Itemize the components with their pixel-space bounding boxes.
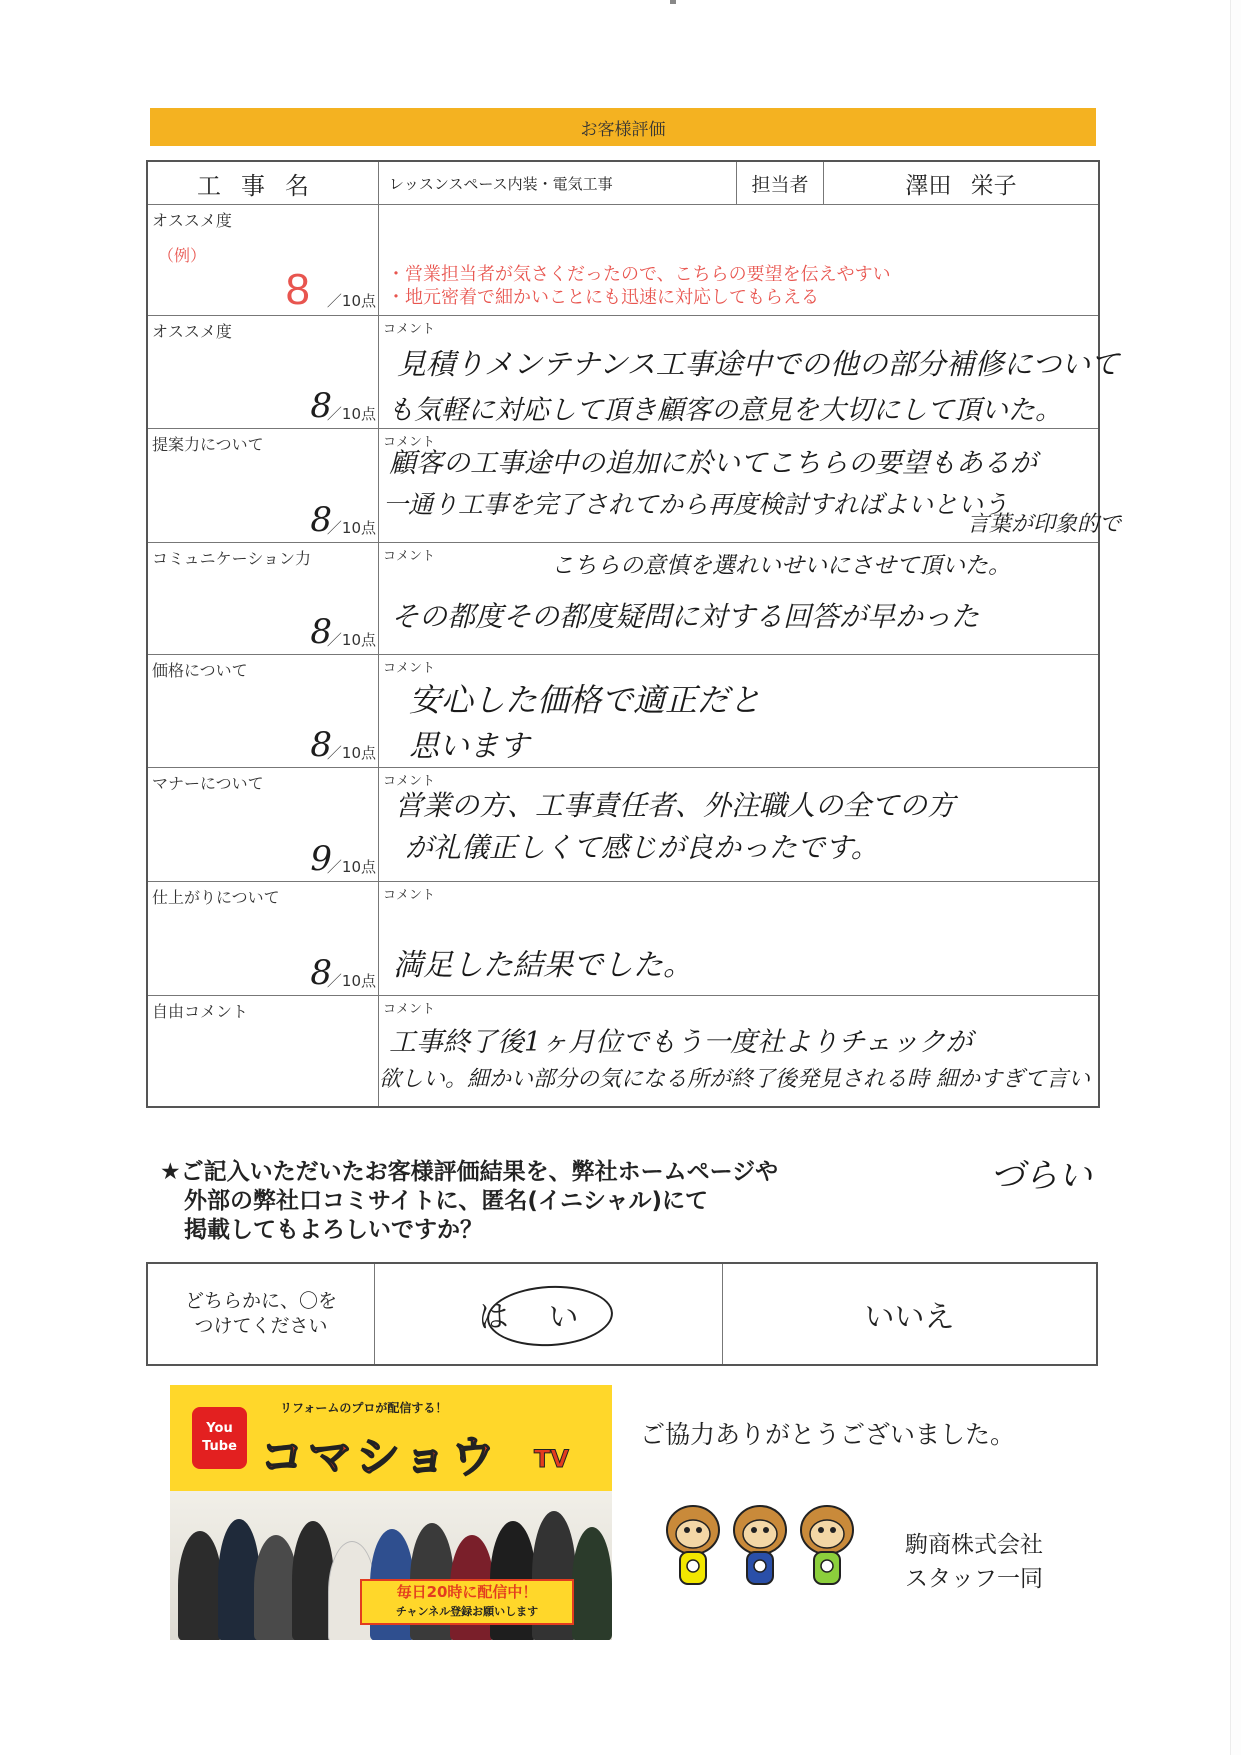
staff-label: 担当者 <box>737 162 824 204</box>
project-name: レッスンスペース内装・電気工事 <box>379 162 737 204</box>
consent-line: 掲載してもよろしいですか？ <box>184 1217 483 1243</box>
example-right <box>379 205 1098 315</box>
criterion-label: コミュニケーション力 <box>152 549 312 568</box>
comment-tag: コメント <box>383 322 436 337</box>
criterion-left <box>148 882 379 995</box>
criterion-unit: ／10点 <box>326 972 376 990</box>
criterion-score: 8 <box>310 612 332 652</box>
criterion-unit: ／10点 <box>326 405 376 423</box>
example-score: 8 <box>285 265 310 314</box>
criterion-label: 提案力について <box>152 435 264 454</box>
criterion-comment <box>379 768 1098 881</box>
company-signature <box>905 1528 1043 1596</box>
criterion-label: 価格について <box>152 661 248 680</box>
example-sub: （例） <box>158 246 207 265</box>
consent-line: 外部の弊社口コミサイトに、匿名(イニシャル)にて <box>184 1188 709 1214</box>
answer-yes-label: はい <box>478 1301 619 1334</box>
criterion-score: 8 <box>310 725 332 765</box>
criterion-score: 9 <box>310 839 332 879</box>
criterion-score: 8 <box>310 386 332 426</box>
handwritten-line: 満足した結果でした。 <box>393 948 693 983</box>
criterion-row-free <box>148 996 1098 1106</box>
handwritten-line: 顧客の工事途中の追加に於いてこちらの要望もあるが <box>389 448 1037 479</box>
mascot-illustration <box>660 1500 860 1595</box>
criterion-score: 8 <box>310 500 332 540</box>
criterion-comment <box>379 996 1098 1106</box>
handwritten-line: 営業の方、工事責任者、外注職人の全ての方 <box>395 789 956 822</box>
handwritten-line: が礼儀正しくて感じが良かったです。 <box>405 831 879 864</box>
handwritten-line: 安心した価格で適正だと <box>409 681 762 719</box>
criterion-score: 8 <box>310 953 332 993</box>
star-icon: ★ <box>160 1159 181 1185</box>
scan-edge <box>1230 0 1241 1755</box>
example-left <box>148 205 379 315</box>
criterion-unit: ／10点 <box>326 858 376 876</box>
criterion-row-communication <box>148 543 1098 655</box>
staff-name: 澤田 栄子 <box>905 172 1017 199</box>
banner-subtitle: リフォームのプロが配信する！ <box>280 1401 448 1415</box>
example-bullet: ・ 地元密着で細かいことにも迅速に対応してもらえる <box>387 286 891 309</box>
criterion-left <box>148 543 379 654</box>
mascot-yellow <box>667 1506 719 1584</box>
evaluation-table <box>146 160 1122 1108</box>
banner-footer <box>360 1579 574 1625</box>
criterion-row-manners <box>148 768 1098 882</box>
criterion-label: マナーについて <box>152 774 264 793</box>
company-staff: スタッフ一同 <box>905 1566 1043 1592</box>
handwritten-line: 思います <box>409 729 529 764</box>
thanks-message: ご協力ありがとうございました。 <box>640 1420 1016 1449</box>
criterion-unit: ／10点 <box>326 519 376 537</box>
handwritten-line: も気軽に対応して頂き顧客の意見を大切にして頂いた。 <box>387 395 1062 426</box>
answer-no-label: いいえ <box>864 1301 955 1334</box>
criterion-left <box>148 316 379 428</box>
criterion-comment <box>379 429 1122 542</box>
comment-tag: コメント <box>383 435 436 450</box>
youtube-logo-top: You <box>206 1421 233 1436</box>
example-row <box>148 205 1098 316</box>
criterion-label: 仕上がりについて <box>152 888 280 907</box>
answer-prompt-line: どちらかに、〇を <box>184 1290 337 1312</box>
criterion-left <box>148 429 379 542</box>
comment-tag: コメント <box>383 549 436 564</box>
consent-question <box>160 1158 778 1245</box>
handwritten-line: 一通り工事を完了されてから再度検討すればよいという <box>383 490 1009 519</box>
example-bullet: ・ 営業担当者が気さくだったので、こちらの要望を伝えやすい <box>387 263 891 286</box>
scan-mark <box>670 0 676 4</box>
consent-line <box>160 1158 778 1187</box>
criterion-row-finish <box>148 882 1098 996</box>
mascot-green <box>801 1506 853 1584</box>
project-row <box>148 162 1098 205</box>
handwritten-line: 欲しい。細かい部分の気になる所が終了後発見される時 細かすぎて言い <box>379 1067 1090 1092</box>
consent-answer-table <box>146 1262 1098 1366</box>
criterion-label: 自由コメント <box>152 1002 249 1021</box>
criterion-left <box>148 996 379 1106</box>
criterion-comment <box>379 655 1098 767</box>
youtube-logo-icon <box>192 1407 247 1469</box>
handwritten-line: 工事終了後1ヶ月位でもう一度社よりチェックが <box>389 1027 973 1058</box>
handwritten-line: その都度その都度疑問に対する回答が早かった <box>391 600 980 633</box>
criterion-unit: ／10点 <box>326 744 376 762</box>
criterion-label: オススメ度 <box>152 322 232 341</box>
company-name: 駒商株式会社 <box>905 1532 1043 1558</box>
example-label: オススメ度 <box>152 211 232 230</box>
handwritten-line: こちらの意慎を選れいせいにさせて頂いた。 <box>551 553 1011 579</box>
criterion-left <box>148 655 379 767</box>
consent-text: ご記入いただいたお客様評価結果を、弊社ホームページや <box>180 1159 779 1185</box>
criterion-comment <box>379 543 1098 654</box>
mascot-blue <box>734 1506 786 1584</box>
criterion-row-recommend <box>148 316 1120 429</box>
criterion-left <box>148 768 379 881</box>
answer-prompt <box>148 1264 375 1364</box>
handwritten-overflow: づらい <box>990 1156 1092 1196</box>
banner-tv: TV <box>534 1445 569 1473</box>
example-unit: ／10点 <box>326 292 376 310</box>
answer-prompt-line: つけてください <box>194 1315 328 1337</box>
comment-tag: コメント <box>383 661 436 676</box>
youtube-banner[interactable] <box>170 1385 612 1640</box>
comment-tag: コメント <box>383 1002 436 1017</box>
criterion-row-proposal <box>148 429 1122 543</box>
project-label: 工事名 <box>148 162 379 204</box>
criterion-comment <box>379 316 1120 428</box>
page-title: お客様評価 <box>150 108 1096 146</box>
handwritten-line: 言葉が印象的で <box>967 512 1122 537</box>
banner-title: コマショウ <box>260 1432 500 1483</box>
answer-no[interactable] <box>723 1264 1096 1364</box>
criterion-comment <box>379 882 1098 995</box>
comment-tag: コメント <box>383 888 436 903</box>
banner-footer-sub: チャンネル登録お願いします <box>395 1605 539 1618</box>
example-bullets <box>387 263 891 309</box>
youtube-logo-bottom: Tube <box>202 1439 237 1454</box>
criterion-row-price <box>148 655 1098 768</box>
handwritten-line: 見積りメンテナンス工事途中での他の部分補修について <box>397 347 1120 381</box>
banner-footer-text: 毎日20時に配信中！ <box>396 1583 538 1601</box>
criterion-unit: ／10点 <box>326 631 376 649</box>
comment-tag: コメント <box>383 774 436 789</box>
answer-yes[interactable] <box>375 1264 723 1364</box>
